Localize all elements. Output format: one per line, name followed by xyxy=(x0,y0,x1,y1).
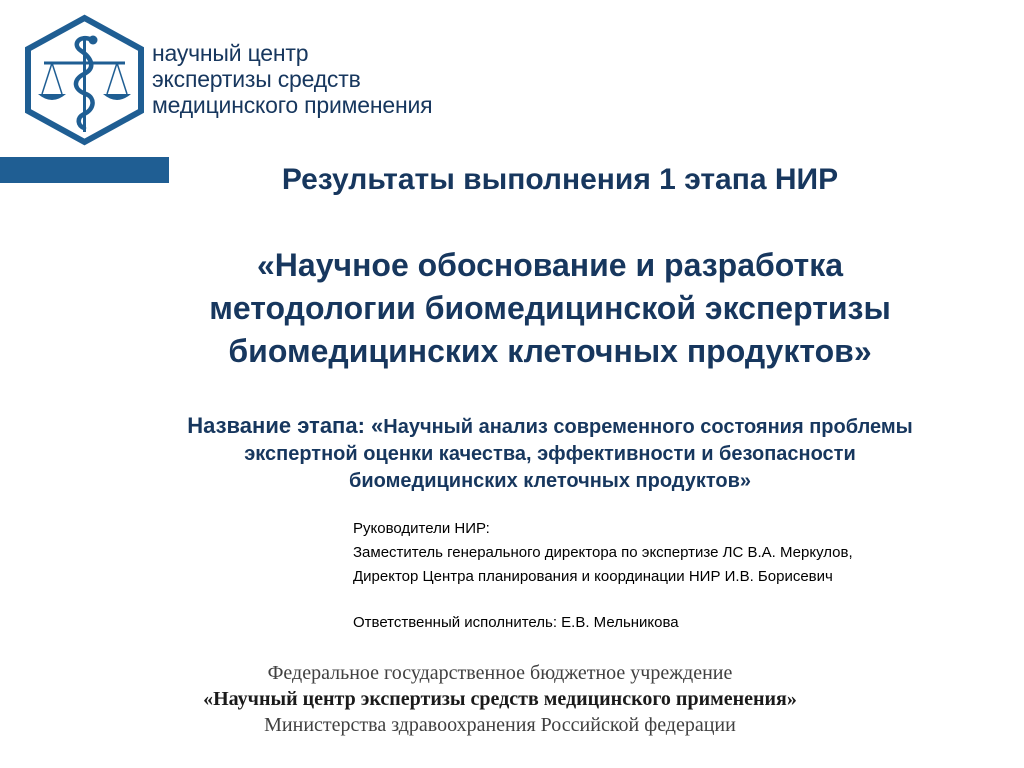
org-name-line: медицинского применения xyxy=(152,92,433,118)
stage-title-line xyxy=(80,412,1020,441)
stage-title-text: Научный анализ современного состояния проблемы xyxy=(383,416,913,438)
footer-line: «Научный центр экспертизы средств медицинского применения» xyxy=(203,688,797,710)
project-title-line: биомедицинских клеточных продуктов» xyxy=(228,333,872,369)
project-title-line: «Научное обоснование и разработка xyxy=(256,247,844,283)
project-title-line: методологии биомедицинской экспертизы xyxy=(209,290,891,326)
stage-title xyxy=(80,412,1020,495)
leader-item: Директор Центра планирования и координации НИР И.В. Борисевич xyxy=(353,568,833,585)
project-leaders xyxy=(353,517,853,635)
org-name-line: научный центр xyxy=(152,40,309,66)
org-name-line: экспертизы средств xyxy=(152,66,361,92)
institution-footer xyxy=(50,660,950,738)
stage-prefix: Название этапа: « xyxy=(187,413,384,438)
footer-line: Министерства здравоохранения Российской федерации xyxy=(264,714,736,736)
org-name xyxy=(152,40,432,118)
project-title xyxy=(70,244,1024,373)
spacer xyxy=(353,589,853,611)
footer-line: Федеральное государственное бюджетное учреждение xyxy=(267,662,733,684)
leader-item: Заместитель генерального директора по экспертизе ЛС В.А. Меркулов, xyxy=(353,544,853,561)
responsible-executor: Ответственный исполнитель: Е.В. Мельникова xyxy=(353,614,679,631)
caduceus-scales-icon xyxy=(22,14,147,146)
page-title: Результаты выполнения 1 этапа НИР xyxy=(281,163,839,196)
accent-bar xyxy=(0,157,169,183)
stage-title-line: экспертной оценки качества, эффективности и безопасности xyxy=(244,443,856,465)
stage-title-line: биомедицинских клеточных продуктов» xyxy=(348,470,752,492)
leaders-heading: Руководители НИР: xyxy=(353,520,490,537)
